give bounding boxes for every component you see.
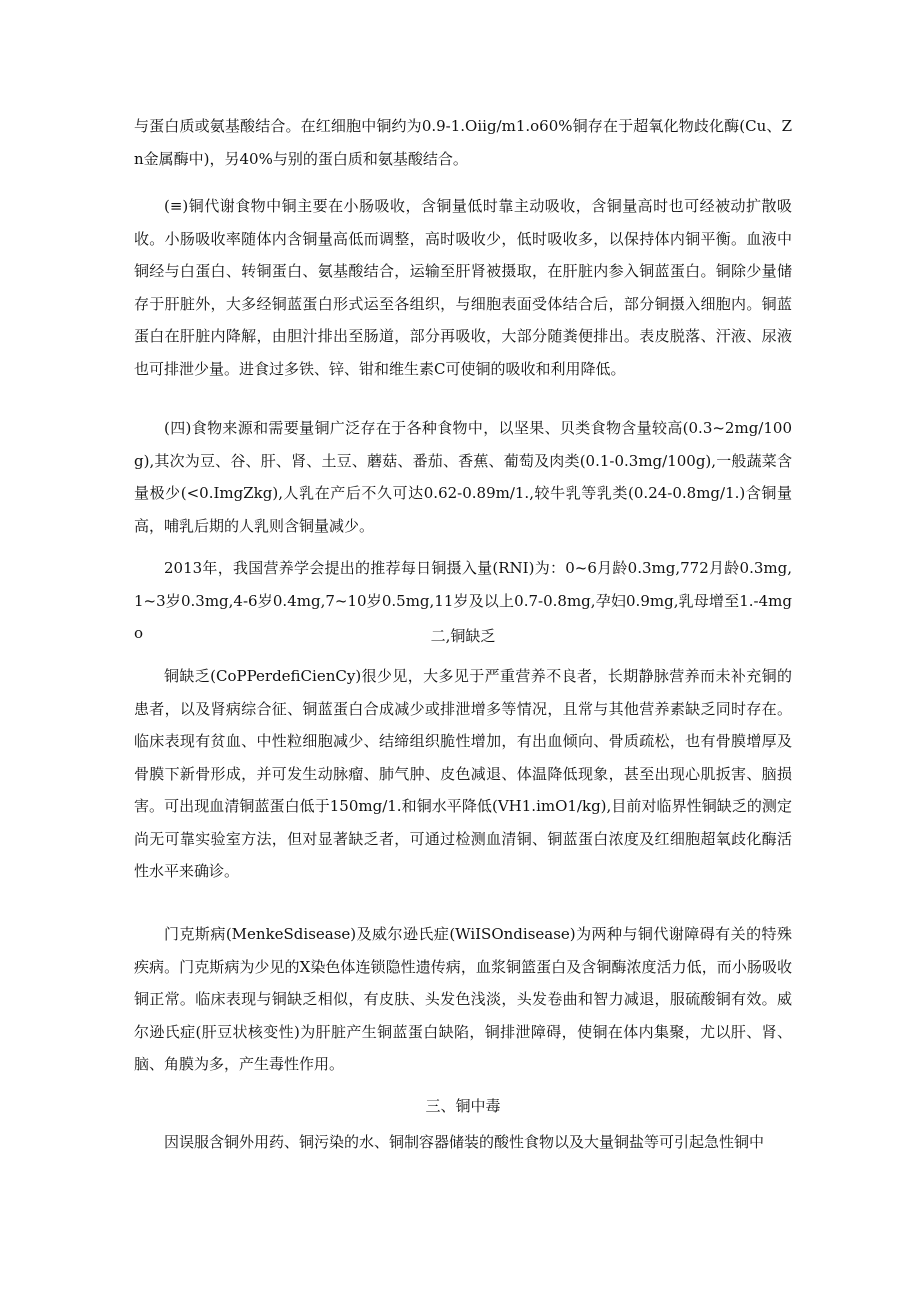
paragraph-text: 2013年，我国营养学会提出的推荐每日铜摄入量(RNI)为：0~6月龄0.3mg,772月龄0.3mg,1~3岁0.3mg,4-6岁0.4mg,7~10岁0.5mg,11岁及以上0.7-0.8mg,孕妇0.9mg,乳母增至1.-4mgo <box>134 559 792 642</box>
paragraph-text: 门克斯病(MenkeSdisease)及威尔逊氏症(WiISOndisease)为两种与铜代谢障碍有关的特殊疾病。门克斯病为少见的X染色体连锁隐性遗传病，血浆铜篮蛋白及含铜酶浓度活力低，而小肠吸收铜正常。临床表现与铜缺乏相似，有皮肤、头发色浅淡，头发卷曲和智力减退，服硫酸铜有效。威尔逊氏症(肝豆状核变性)为肝脏产生铜蓝蛋白缺陷，铜排泄障碍，使铜在体内集聚，尤以肝、肾、脑、角膜为多，产生毒性作用。 <box>134 925 792 1073</box>
paragraph-text: (四)食物来源和需要量铜广泛存在于各种食物中，以坚果、贝类食物含量较高(0.3~2mg∕100g),其次为豆、谷、肝、肾、土豆、蘑菇、番茄、香蕉、葡萄及肉类(0.1-0.3mg∕100g),一般蔬菜含量极少(<0.ImgZkg),人乳在产后不久可达0.62-0.89m∕1.,较牛乳等乳类(0.24-0.8mg∕1.)含铜量高，哺乳后期的人乳则含铜量减少。 <box>134 419 792 535</box>
section-heading-copper-deficiency: 二,铜缺乏 <box>430 627 496 645</box>
paragraph-text: (≡)铜代谢食物中铜主要在小肠吸收，含铜量低时靠主动吸收，含铜量高时也可经被动扩散吸收。小肠吸收率随体内含铜量高低而调整，高时吸收少，低时吸收多，以保持体内铜平衡。血液中铜经与白蛋白、转铜蛋白、氨基酸结合，运输至肝肾被摄取，在肝脏内参入铜蓝蛋白。铜除少量储存于肝脏外，大多经铜蓝蛋白形式运至各组织，与细胞表面受体结合后，部分铜摄入细胞内。铜蓝蛋白在肝脏内降解，由胆汁排出至肠道，部分再吸收，大部分随粪便排出。表皮脱落、汗液、尿液也可排泄少量。进食过多铁、锌、钳和维生素C可使铜的吸收和利用降低。 <box>134 197 792 378</box>
paragraph-menkes-wilson <box>134 918 792 1081</box>
paragraph-text: 因误服含铜外用药、铜污染的水、铜制容器储装的酸性食物以及大量铜盐等可引起急性铜中 <box>164 1133 765 1151</box>
paragraph-food-sources <box>134 412 792 542</box>
section-heading-copper-poisoning: 三、铜中毒 <box>425 1097 501 1115</box>
paragraph-text: 与蛋白质或氨基酸结合。在红细胞中铜约为0.9-1.Oiig∕m1.o60%铜存在于超氧化物歧化酶(Cu、Zn金属酶中)，另40%与别的蛋白质和氨基酸结合。 <box>134 117 792 168</box>
paragraph-copper-binding <box>134 110 792 175</box>
paragraph-text: 铜缺乏(CoPPerdefiCienCy)很少见，大多见于严重营养不良者，长期静脉营养而未补充铜的患者，以及肾病综合征、铜蓝蛋白合成减少或排泄增多等情况，且常与其他营养素缺乏同时存在。临床表现有贫血、中性粒细胞减少、结缔组织脆性增加，有出血倾向、骨质疏松，也有骨膜增厚及骨膜下新骨形成，并可发生动脉瘤、肺气肿、皮色减退、体温降低现象，甚至出现心肌扳害、脑损害。可出现血清铜蓝蛋白低于150mg∕1.和铜水平降低(VH1.imO1∕kg),目前对临界性铜缺乏的测定尚无可靠实验室方法，但对显著缺乏者，可通过检测血清铜、铜蓝蛋白浓度及红细胞超氧歧化酶活性水平来确诊。 <box>134 667 792 880</box>
paragraph-copper-poisoning <box>134 1126 792 1159</box>
paragraph-copper-deficiency <box>134 660 792 888</box>
paragraph-copper-metabolism <box>134 190 792 385</box>
